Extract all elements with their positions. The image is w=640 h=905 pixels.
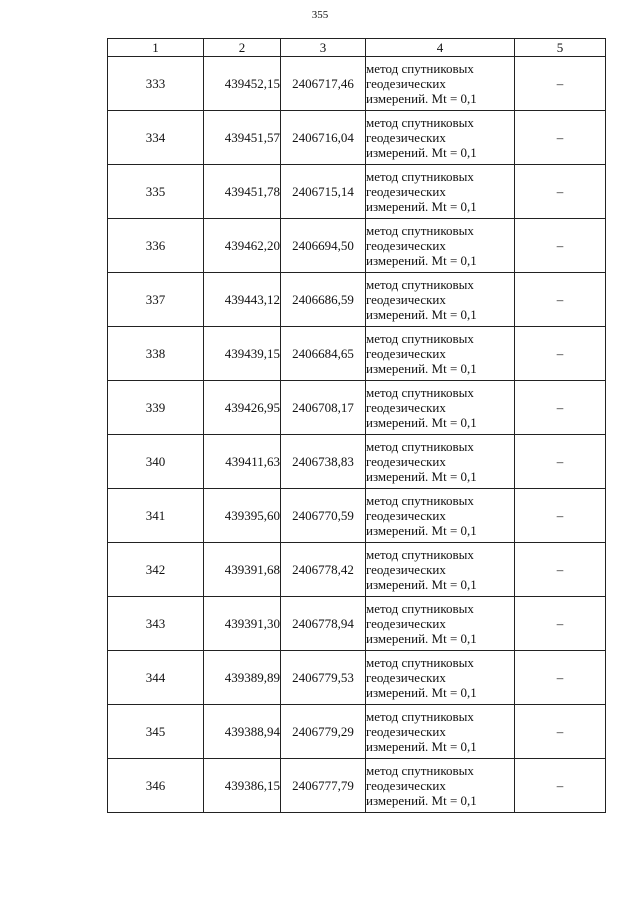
y-coordinate-cell: 2406715,14 (281, 165, 366, 219)
point-number-cell: 333 (108, 57, 204, 111)
table-row (108, 327, 606, 381)
method-line: измерений. Mt = 0,1 (366, 577, 477, 592)
method-line: метод спутниковых (366, 547, 474, 562)
method-line: геодезических (366, 76, 446, 91)
y-coordinate-cell: 2406708,17 (281, 381, 366, 435)
point-number-cell: 335 (108, 165, 204, 219)
x-coordinate-cell: 439389,89 (204, 651, 281, 705)
x-coordinate-cell: 439386,15 (204, 759, 281, 813)
method-cell (366, 57, 515, 111)
y-coordinate-cell: 2406770,59 (281, 489, 366, 543)
method-line: геодезических (366, 238, 446, 253)
method-cell (366, 165, 515, 219)
method-line: измерений. Mt = 0,1 (366, 631, 477, 646)
method-line: геодезических (366, 346, 446, 361)
x-coordinate-cell: 439451,57 (204, 111, 281, 165)
table-row (108, 435, 606, 489)
point-number-cell: 336 (108, 219, 204, 273)
x-coordinate-cell: 439388,94 (204, 705, 281, 759)
method-cell (366, 489, 515, 543)
point-number-cell: 345 (108, 705, 204, 759)
method-line: геодезических (366, 778, 446, 793)
note-cell: – (515, 651, 606, 705)
table-body (108, 57, 606, 813)
method-line: метод спутниковых (366, 493, 474, 508)
note-cell: – (515, 435, 606, 489)
note-cell: – (515, 327, 606, 381)
method-line: геодезических (366, 184, 446, 199)
method-line: метод спутниковых (366, 655, 474, 670)
note-cell: – (515, 165, 606, 219)
method-line: метод спутниковых (366, 601, 474, 616)
method-line: измерений. Mt = 0,1 (366, 91, 477, 106)
point-number-cell: 343 (108, 597, 204, 651)
method-line: геодезических (366, 292, 446, 307)
page-number: 355 (311, 9, 329, 21)
x-coordinate-cell: 439391,30 (204, 597, 281, 651)
point-number-cell: 339 (108, 381, 204, 435)
header-row (108, 39, 606, 57)
method-cell (366, 543, 515, 597)
note-cell: – (515, 543, 606, 597)
method-line: измерений. Mt = 0,1 (366, 361, 477, 376)
y-coordinate-cell: 2406779,29 (281, 705, 366, 759)
method-line: метод спутниковых (366, 763, 474, 778)
x-coordinate-cell: 439411,63 (204, 435, 281, 489)
method-cell (366, 111, 515, 165)
note-cell: – (515, 219, 606, 273)
table-row (108, 57, 606, 111)
point-number-cell: 338 (108, 327, 204, 381)
column-header: 2 (204, 39, 281, 57)
note-cell: – (515, 705, 606, 759)
column-header: 3 (281, 39, 366, 57)
method-cell (366, 273, 515, 327)
method-cell (366, 597, 515, 651)
point-number-cell: 337 (108, 273, 204, 327)
method-line: геодезических (366, 508, 446, 523)
method-line: измерений. Mt = 0,1 (366, 145, 477, 160)
method-line: геодезических (366, 670, 446, 685)
point-number-cell: 346 (108, 759, 204, 813)
method-line: геодезических (366, 454, 446, 469)
y-coordinate-cell: 2406738,83 (281, 435, 366, 489)
table-row (108, 219, 606, 273)
method-line: измерений. Mt = 0,1 (366, 685, 477, 700)
method-cell (366, 759, 515, 813)
note-cell: – (515, 273, 606, 327)
x-coordinate-cell: 439452,15 (204, 57, 281, 111)
point-number-cell: 341 (108, 489, 204, 543)
x-coordinate-cell: 439439,15 (204, 327, 281, 381)
x-coordinate-cell: 439391,68 (204, 543, 281, 597)
note-cell: – (515, 489, 606, 543)
method-line: метод спутниковых (366, 277, 474, 292)
x-coordinate-cell: 439426,95 (204, 381, 281, 435)
method-cell (366, 651, 515, 705)
note-cell: – (515, 381, 606, 435)
method-line: геодезических (366, 400, 446, 415)
y-coordinate-cell: 2406684,65 (281, 327, 366, 381)
table-header (108, 39, 606, 57)
table-row (108, 759, 606, 813)
method-line: геодезических (366, 616, 446, 631)
point-number-cell: 340 (108, 435, 204, 489)
point-number-cell: 342 (108, 543, 204, 597)
method-line: геодезических (366, 724, 446, 739)
table-row (108, 111, 606, 165)
method-line: измерений. Mt = 0,1 (366, 469, 477, 484)
method-line: измерений. Mt = 0,1 (366, 415, 477, 430)
note-cell: – (515, 111, 606, 165)
method-line: метод спутниковых (366, 331, 474, 346)
table-row (108, 381, 606, 435)
method-cell (366, 381, 515, 435)
table-row (108, 273, 606, 327)
x-coordinate-cell: 439462,20 (204, 219, 281, 273)
x-coordinate-cell: 439451,78 (204, 165, 281, 219)
column-header: 1 (108, 39, 204, 57)
method-line: метод спутниковых (366, 115, 474, 130)
table-row (108, 165, 606, 219)
y-coordinate-cell: 2406778,94 (281, 597, 366, 651)
method-line: измерений. Mt = 0,1 (366, 253, 477, 268)
method-line: измерений. Mt = 0,1 (366, 199, 477, 214)
method-line: метод спутниковых (366, 385, 474, 400)
method-line: измерений. Mt = 0,1 (366, 739, 477, 754)
method-cell (366, 327, 515, 381)
column-header: 5 (515, 39, 606, 57)
table-row (108, 597, 606, 651)
y-coordinate-cell: 2406686,59 (281, 273, 366, 327)
table-row (108, 651, 606, 705)
y-coordinate-cell: 2406777,79 (281, 759, 366, 813)
method-cell (366, 435, 515, 489)
x-coordinate-cell: 439443,12 (204, 273, 281, 327)
method-line: метод спутниковых (366, 61, 474, 76)
note-cell: – (515, 597, 606, 651)
method-line: метод спутниковых (366, 439, 474, 454)
method-line: измерений. Mt = 0,1 (366, 307, 477, 322)
note-cell: – (515, 57, 606, 111)
method-cell (366, 219, 515, 273)
method-line: метод спутниковых (366, 169, 474, 184)
table-row (108, 489, 606, 543)
x-coordinate-cell: 439395,60 (204, 489, 281, 543)
method-line: измерений. Mt = 0,1 (366, 523, 477, 538)
y-coordinate-cell: 2406717,46 (281, 57, 366, 111)
point-number-cell: 334 (108, 111, 204, 165)
y-coordinate-cell: 2406779,53 (281, 651, 366, 705)
point-number-cell: 344 (108, 651, 204, 705)
column-header: 4 (366, 39, 515, 57)
coordinates-table (107, 38, 606, 813)
y-coordinate-cell: 2406716,04 (281, 111, 366, 165)
method-line: измерений. Mt = 0,1 (366, 793, 477, 808)
table-row (108, 543, 606, 597)
method-line: метод спутниковых (366, 709, 474, 724)
y-coordinate-cell: 2406778,42 (281, 543, 366, 597)
method-line: геодезических (366, 130, 446, 145)
table-row (108, 705, 606, 759)
method-line: геодезических (366, 562, 446, 577)
y-coordinate-cell: 2406694,50 (281, 219, 366, 273)
method-line: метод спутниковых (366, 223, 474, 238)
note-cell: – (515, 759, 606, 813)
method-cell (366, 705, 515, 759)
